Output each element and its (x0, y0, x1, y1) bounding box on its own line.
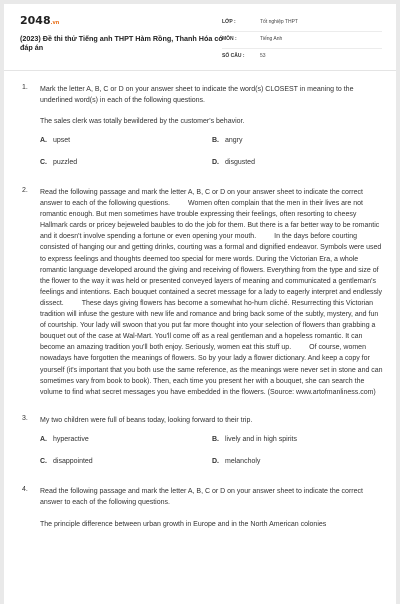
document-header (4, 4, 396, 70)
option-c[interactable]: C. disappointed (40, 457, 93, 465)
passage-paragraph: These days giving flowers has become a somewhat ho-hum cliché. Resurrecting this Victorian tradition will infuse the gesture with new life and romance and bring back some of the subtly, mystery, and fun of courtship. Your lady will swoon that you put far more thought into your selection of flowers than grabbing a bouquet out of the case at Wal-Mart. You'll come off as a real gentleman and a hopeless romantic. It can become an amazing tradition you'll both enjoy. Seriously, women eat this stuff up. (40, 299, 379, 352)
meta-row-count (222, 50, 382, 66)
question-3 (20, 415, 384, 469)
option-d[interactable]: D. disgusted (212, 159, 255, 166)
question-sentence: The sales clerk was totally bewildered by the customer's behavior. (40, 118, 245, 125)
meta-value: Tốt nghiệp THPT (260, 19, 298, 25)
answer-options (40, 436, 384, 469)
meta-label: LỚP : (222, 19, 236, 25)
page-title: (2023) Đề thi thử Tiếng anh THPT Hàm Rồng, Thanh Hóa có đáp án (20, 34, 223, 52)
site-logo[interactable]: 2048.vn (20, 14, 60, 27)
meta-value: 53 (260, 53, 266, 59)
option-d[interactable]: D. melancholy (212, 457, 261, 465)
passage-paragraph: Women often complain that the men in their lives are not romantic enough. But men sometimes have trouble expressing their feelings, often resorting to cheesy Hallmark cards or pricey bejeweled baubles to do the job for them. But there is a far better way to be romantic and it doesn't involve spending a fortune or even opening your mouth. (40, 200, 380, 241)
question-number: 3. (22, 414, 28, 422)
question-prompt: Read the following passage and mark the letter A, B, C or D on your answer sheet to indicate the correct answer to each of the following questions. (40, 487, 363, 506)
question-1 (20, 84, 384, 170)
option-a[interactable]: A. upset (40, 137, 71, 144)
option-a[interactable]: A. hyperactive (40, 435, 89, 443)
question-number: 2. (22, 187, 28, 194)
meta-value: Tiếng Anh (260, 36, 283, 42)
passage-paragraph: Of course, women nowadays have forgotten the meanings of flowers. So by your lady a flower dictionary. And keep a copy for yourself (it's important that you both use the same reference, as the meanings were never set in stone and can sometimes vary from book to book). Then, each time you present her with a bouquet, she can search the volume to find what secret messages you have embedded in the flowers. (Source: www.artofmanliness.com) (40, 344, 383, 396)
question-4 (20, 486, 384, 530)
option-c[interactable]: C. puzzled (40, 159, 78, 166)
meta-label: MÔN : (222, 36, 237, 42)
question-number: 1. (22, 84, 28, 91)
option-b[interactable]: B. lively and in high spirits (212, 435, 297, 443)
option-b[interactable]: B. angry (212, 137, 243, 144)
passage-paragraph: In the days before courting consisted of hanging our and getting drinks, courting was a formal and dignified endeavor. Symbols were used to express feelings and thoughts deemed too special for mere words. During the Victorian Era, a whole romantic language developed around the giving and receiving of flowers. Everything from the type and size of the flower to the way it was held or presented conveyed layers of meaning and communicated a gentleman's feelings and intentions. Each bouquet contained a secret message for a lady to eagerly interpret and endlessly dissect. (40, 233, 383, 307)
meta-row-subject (222, 33, 382, 49)
document-page (4, 4, 396, 604)
meta-row-class (222, 16, 382, 32)
exam-meta (222, 16, 382, 67)
question-prompt: My two children were full of beans today, looking forward to their trip. (40, 416, 253, 424)
header-divider (4, 70, 396, 71)
answer-options (40, 137, 384, 170)
question-prompt: Mark the letter A, B, C or D on your answer sheet to indicate the word(s) CLOSEST in meaning to the underlined word(s) in each of the following questions. (40, 86, 354, 104)
question-list (20, 84, 384, 530)
passage-first-line: The principle difference between urban growth in Europe and in the North American colonies (40, 520, 327, 528)
question-number: 4. (22, 485, 28, 493)
passage-instruction: Read the following passage and mark the letter A, B, C or D on your answer sheet to indicate the correct answer to each of the following questions. (40, 189, 363, 208)
reading-passage (40, 187, 384, 398)
meta-label: SỐ CÂU : (222, 53, 245, 59)
question-2 (20, 187, 384, 398)
